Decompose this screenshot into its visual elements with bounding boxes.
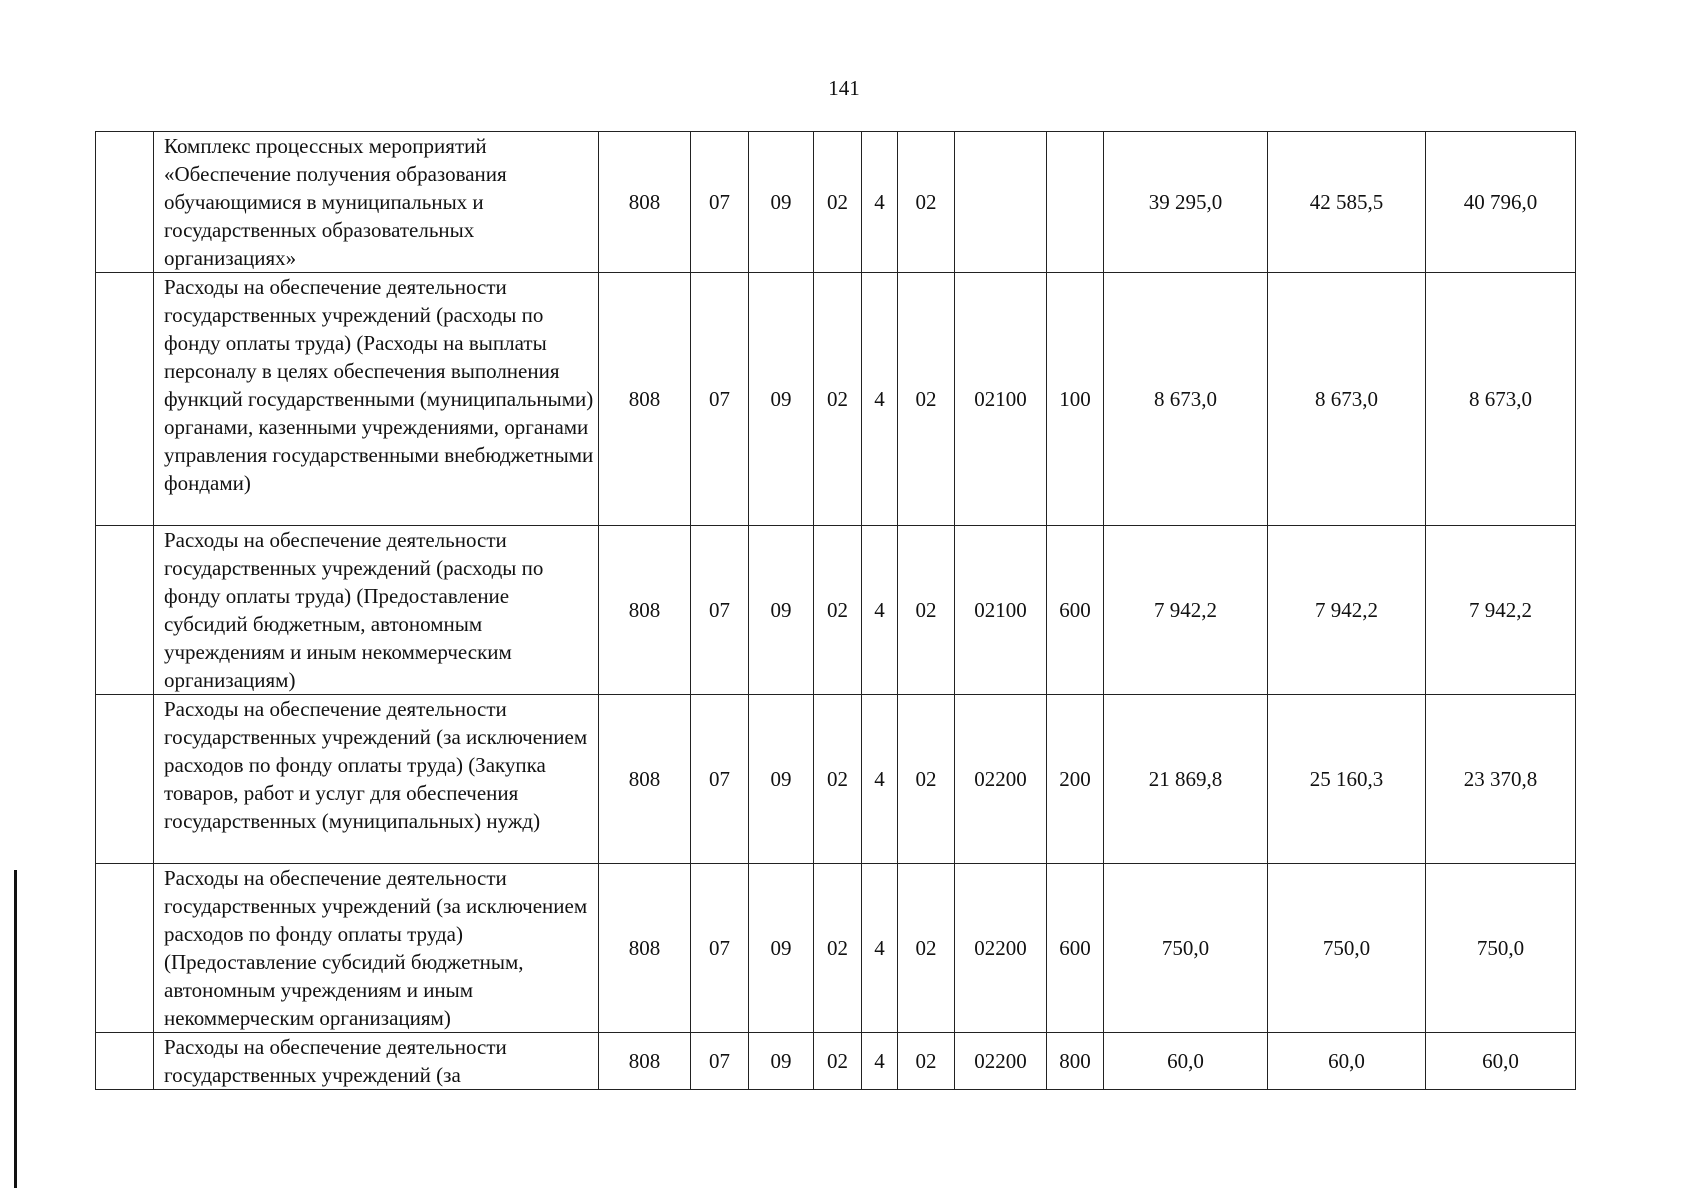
row-number-cell	[96, 526, 154, 695]
amount-year3-cell: 60,0	[1426, 1033, 1576, 1090]
table-row	[96, 864, 1576, 1033]
row-number-cell	[96, 695, 154, 864]
amount-year3-cell: 8 673,0	[1426, 273, 1576, 526]
subsection-code-cell: 09	[749, 695, 814, 864]
amount-year1-cell: 60,0	[1104, 1033, 1268, 1090]
subsection-code-cell: 09	[749, 1033, 814, 1090]
amount-year3-cell: 23 370,8	[1426, 695, 1576, 864]
program-type-cell: 4	[862, 864, 898, 1033]
amount-year3-cell: 750,0	[1426, 864, 1576, 1033]
program-type-cell: 4	[862, 526, 898, 695]
amount-year3-cell: 7 942,2	[1426, 526, 1576, 695]
section-code-cell: 07	[691, 132, 749, 273]
amount-year1-cell: 8 673,0	[1104, 273, 1268, 526]
table-row	[96, 1033, 1576, 1090]
section-code-cell: 07	[691, 695, 749, 864]
grbs-code-cell: 808	[599, 526, 691, 695]
row-number-cell	[96, 1033, 154, 1090]
program-code-cell: 02	[814, 864, 862, 1033]
subsection-code-cell: 09	[749, 132, 814, 273]
grbs-code-cell: 808	[599, 695, 691, 864]
program-code-cell: 02	[814, 1033, 862, 1090]
section-code-cell: 07	[691, 273, 749, 526]
amount-year2-cell: 42 585,5	[1268, 132, 1426, 273]
complex-code-cell: 02	[898, 695, 955, 864]
subsection-code-cell: 09	[749, 273, 814, 526]
direction-code-cell: 02100	[955, 273, 1047, 526]
grbs-code-cell: 808	[599, 132, 691, 273]
expense-type-cell: 600	[1047, 526, 1104, 695]
table-row	[96, 273, 1576, 526]
program-type-cell: 4	[862, 695, 898, 864]
amount-year2-cell: 750,0	[1268, 864, 1426, 1033]
program-code-cell: 02	[814, 526, 862, 695]
expense-name-cell: Расходы на обеспечение деятельности государственных учреждений (за исключением расходов по фонду оплаты труда) (Предоставление субсидий бюджетным, автономным учреждениям и иным некоммерческим организациям)	[154, 864, 599, 1033]
grbs-code-cell: 808	[599, 273, 691, 526]
amount-year1-cell: 7 942,2	[1104, 526, 1268, 695]
amount-year1-cell: 21 869,8	[1104, 695, 1268, 864]
amount-year2-cell: 60,0	[1268, 1033, 1426, 1090]
expense-name-cell: Расходы на обеспечение деятельности государственных учреждений (расходы по фонду оплаты труда) (Предоставление субсидий бюджетным, автономным учреждениям и иным некоммерческим организациям)	[154, 526, 599, 695]
expense-name-cell: Комплекс процессных мероприятий «Обеспечение получения образования обучающимися в муниципальных и государственных образовательных организациях»	[154, 132, 599, 273]
amount-year1-cell: 750,0	[1104, 864, 1268, 1033]
expense-type-cell: 600	[1047, 864, 1104, 1033]
expense-type-cell: 800	[1047, 1033, 1104, 1090]
table-row	[96, 695, 1576, 864]
direction-code-cell: 02200	[955, 1033, 1047, 1090]
direction-code-cell: 02100	[955, 526, 1047, 695]
budget-table	[95, 131, 1576, 1090]
row-number-cell	[96, 132, 154, 273]
program-code-cell: 02	[814, 132, 862, 273]
section-code-cell: 07	[691, 526, 749, 695]
program-type-cell: 4	[862, 273, 898, 526]
expense-type-cell: 200	[1047, 695, 1104, 864]
section-code-cell: 07	[691, 864, 749, 1033]
subsection-code-cell: 09	[749, 864, 814, 1033]
table-row	[96, 526, 1576, 695]
program-code-cell: 02	[814, 273, 862, 526]
direction-code-cell: 02200	[955, 695, 1047, 864]
expense-type-cell	[1047, 132, 1104, 273]
expense-type-cell: 100	[1047, 273, 1104, 526]
amount-year3-cell: 40 796,0	[1426, 132, 1576, 273]
program-code-cell: 02	[814, 695, 862, 864]
subsection-code-cell: 09	[749, 526, 814, 695]
row-number-cell	[96, 864, 154, 1033]
grbs-code-cell: 808	[599, 1033, 691, 1090]
complex-code-cell: 02	[898, 132, 955, 273]
direction-code-cell: 02200	[955, 864, 1047, 1033]
scan-margin-line	[14, 870, 17, 1188]
grbs-code-cell: 808	[599, 864, 691, 1033]
row-number-cell	[96, 273, 154, 526]
expense-name-cell: Расходы на обеспечение деятельности государственных учреждений (за	[154, 1033, 599, 1090]
program-type-cell: 4	[862, 132, 898, 273]
program-type-cell: 4	[862, 1033, 898, 1090]
direction-code-cell	[955, 132, 1047, 273]
complex-code-cell: 02	[898, 864, 955, 1033]
complex-code-cell: 02	[898, 273, 955, 526]
amount-year2-cell: 8 673,0	[1268, 273, 1426, 526]
amount-year1-cell: 39 295,0	[1104, 132, 1268, 273]
expense-name-cell: Расходы на обеспечение деятельности государственных учреждений (расходы по фонду оплаты труда) (Расходы на выплаты персоналу в целях обеспечения выполнения функций государственными (муниципальными) органами, казенными учреждениями, органами управления государственными внебюджетными фондами)	[154, 273, 599, 526]
complex-code-cell: 02	[898, 526, 955, 695]
amount-year2-cell: 7 942,2	[1268, 526, 1426, 695]
amount-year2-cell: 25 160,3	[1268, 695, 1426, 864]
page-number: 141	[828, 76, 860, 100]
section-code-cell: 07	[691, 1033, 749, 1090]
complex-code-cell: 02	[898, 1033, 955, 1090]
expense-name-cell: Расходы на обеспечение деятельности государственных учреждений (за исключением расходов по фонду оплаты труда) (Закупка товаров, работ и услуг для обеспечения государственных (муниципальных) нужд)	[154, 695, 599, 864]
table-row	[96, 132, 1576, 273]
